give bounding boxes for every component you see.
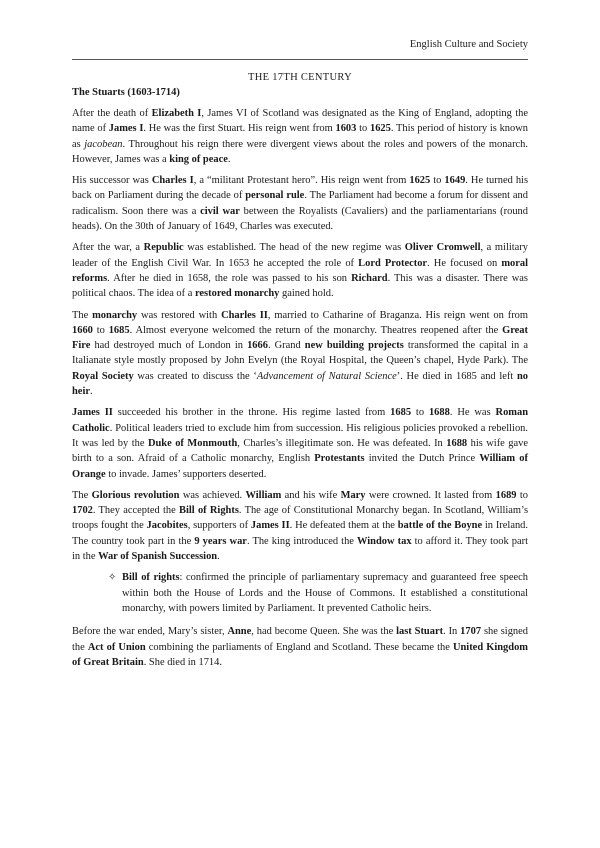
diamond-bullet-icon: ✧ [108,572,117,584]
bold-term: Lord Protector [358,257,428,269]
bold-term: last Stuart [396,626,444,638]
bold-term: Great Fire [72,324,528,352]
bold-term: Protestants [314,453,365,465]
text-run: . He turned his back on Parliament during the decade of [72,175,529,202]
text-run: . He focused on [427,257,502,269]
bold-term: Oliver Cromwell [404,242,481,254]
bold-term: Window tax [357,535,412,547]
paragraph-republic [72,240,528,301]
bold-term: Elizabeth I [151,108,202,119]
bold-term: William [245,489,282,501]
page-title: THE 17TH CENTURY [248,72,352,83]
bold-term: no heir [72,370,529,398]
text-run: was established. The head of the new regime was [183,242,405,254]
bold-term: 1702 [72,505,93,517]
bold-term: personal rule [245,190,305,202]
text-run: to [92,324,109,336]
text-run: to afford it. They took part in the [72,535,529,563]
text-run: . He defeated them at the [289,520,398,532]
text-run: . After he died in 1658, the role was passed to his son [107,272,352,284]
bold-term: king of peace [169,153,228,165]
bold-term: William of Orange [72,453,528,480]
text-run: succeeded his brother in the throne. His regime lasted from [112,407,391,419]
text-run: to [430,175,445,187]
bold-term: battle of the Boyne [397,520,483,532]
text-run: combining the parliaments of England and Scotland. These became the [145,641,453,653]
bold-term: Charles I [151,175,194,187]
bold-term: 9 years war [194,535,247,547]
bold-term: Anne [227,626,252,638]
text-run: invited the Dutch Prince [364,453,480,465]
text-run: had destroyed much of London in [90,340,248,352]
text-run: After the war, a [72,242,144,254]
text-run: ’. He died in 1685 and left [396,370,517,382]
bold-term: Charles II [221,309,268,321]
bold-term: restored monarchy [194,288,280,300]
text-run: was achieved. [179,489,246,501]
bold-term: 1685 [108,324,130,336]
bold-term: Act of Union [87,641,146,653]
bold-term: Mary [340,489,366,501]
text-run: . She died in 1714. [143,656,222,668]
text-run: . He was the first Stuart. His reign went from [143,123,336,135]
bold-term: 1603 [335,123,357,135]
paragraph-glorious-revolution [72,488,528,564]
bold-term: War of Spanish Succession [98,551,218,563]
bold-term: 1649 [444,175,466,187]
text-run: his wife gave birth to a son. Afraid of a Catholic monarchy, English [72,437,528,465]
bold-term: Royal Society [72,370,134,382]
text-run: , supporters of [187,520,251,532]
bold-term: Republic [143,242,184,254]
bold-term: 1660 [72,324,93,336]
bold-term: Duke of Monmouth [147,437,238,449]
text-run: . Almost everyone welcomed the return of the monarchy. Theatres reopened after the [129,324,503,336]
paragraph-anne [72,624,528,670]
bullet-bill-of-rights [108,570,528,616]
text-run: , a “militant Protestant hero”. His reign went from [193,175,410,187]
bold-term: new building projects [304,340,404,352]
italic-term: Advancement of Natural Science [256,370,397,382]
text-run: . They accepted the [92,505,180,517]
text-run: was created to discuss the ‘ [133,370,257,382]
bold-term: 1707 [460,626,482,638]
paragraph-charles-ii [72,308,528,400]
bold-term: Bill of rights [122,572,180,584]
bold-term: James II [72,407,113,419]
bold-term: Bill of Rights [179,505,239,517]
text-run: . The king introduced the [246,535,358,547]
paragraph-james-ii [72,405,528,481]
paragraph-charles-i [72,173,528,234]
text-run: , had become Queen. She was the [251,626,397,638]
document-body [72,70,528,676]
text-run: . The age of Constitutional Monarchy began. In Scotland, William’s troops fought the [72,505,529,532]
text-run: . Grand [267,340,305,352]
text-run: . The Parliament had become a forum for dissent and radicalism. Soon there was a [72,190,528,217]
text-run: . Political leaders tried to exclude him from succession. His religious policies provoked a rebellion. It was led by the [72,422,528,449]
bold-term: 1625 [409,175,431,187]
text-run: to [356,123,370,135]
bold-term: James II [250,520,290,532]
text-run: After the death of [72,108,152,119]
bold-term: Richard [351,272,388,284]
paragraph-james-i [72,106,528,167]
running-header: English Culture and Society [409,39,528,50]
text-run: , a military leader of the English Civil War. In 1653 he accepted the role of [72,242,528,269]
text-run: to [411,407,429,419]
bold-term: 1688 [428,407,450,419]
bold-term: 1625 [369,123,391,135]
text-run: . In [443,626,461,638]
text-run: , Charles’s illegitimate son. He was defeated. In [237,437,447,449]
bold-term: 1666 [247,340,268,352]
bold-term: 1689 [495,489,517,501]
text-run: . This period of history is known as [72,123,528,150]
text-run: was restored with [137,309,222,321]
text-run: : confirmed the principle of parliamentary supremacy and guaranteed free speech within both the House of Lords and the House of Commons. It established a constitutional monarchy, with powers limited by Parliament. It prevented Catholic heirs. [122,572,528,614]
bold-term: Glorious revolution [91,489,180,501]
text-run: The [72,489,92,501]
bold-term: 1685 [390,407,412,419]
bold-term: 1688 [446,437,468,449]
text-run: were crowned. It lasted from [365,489,496,501]
bold-term: monarchy [92,309,138,321]
bold-term: Jacobites [146,520,188,532]
bold-term: civil war [200,205,240,217]
text-run: . [217,551,220,563]
text-run: between the Royalists (Cavaliers) and the parliamentarians (round heads). On the 30th of January of 1649, Charles was executed. [72,205,528,233]
text-run: The [72,309,93,321]
text-run: transformed the capital in a Italianate style mostly proposed by John Evelyn (the Royal Hospital, the Queen’s chapel, Hyde Park). The [72,340,528,367]
text-run: to invade. James’ supporters deserted. [105,468,267,480]
text-run: , James VI of Scotland was designated as the King of England, adopting the name of [72,108,528,135]
text-run: she signed the [72,626,528,653]
text-run: . This was a disaster. There was political chaos. The idea of a [72,272,528,300]
text-run: . He was [449,407,496,419]
text-run: , married to Catharine of Braganza. His reign went on from [267,309,529,321]
text-run: in Ireland. The country took part in the [72,520,528,547]
text-run: His successor was [72,175,152,187]
section-heading: The Stuarts (1603-1714) [72,87,180,98]
text-run: gained hold. [279,288,334,300]
text-run: Before the war ended, Mary’s sister, [72,626,228,638]
bold-term: Roman Catholic [72,407,529,434]
bold-term: James I [108,123,144,135]
bold-term: United Kingdom of Great Britain [72,641,528,668]
text-run: . Throughout his reign there were divergent views about the roles and powers of the monarch. However, James was a [72,138,529,165]
text-run: to [516,489,528,501]
italic-term: jacobean [84,138,123,150]
header-rule [72,59,528,60]
text-run: and his wife [281,489,341,501]
bold-term: moral reforms [72,257,528,284]
bullet-text [122,570,528,616]
text-run: . [89,386,93,398]
text-run: . [227,153,231,165]
